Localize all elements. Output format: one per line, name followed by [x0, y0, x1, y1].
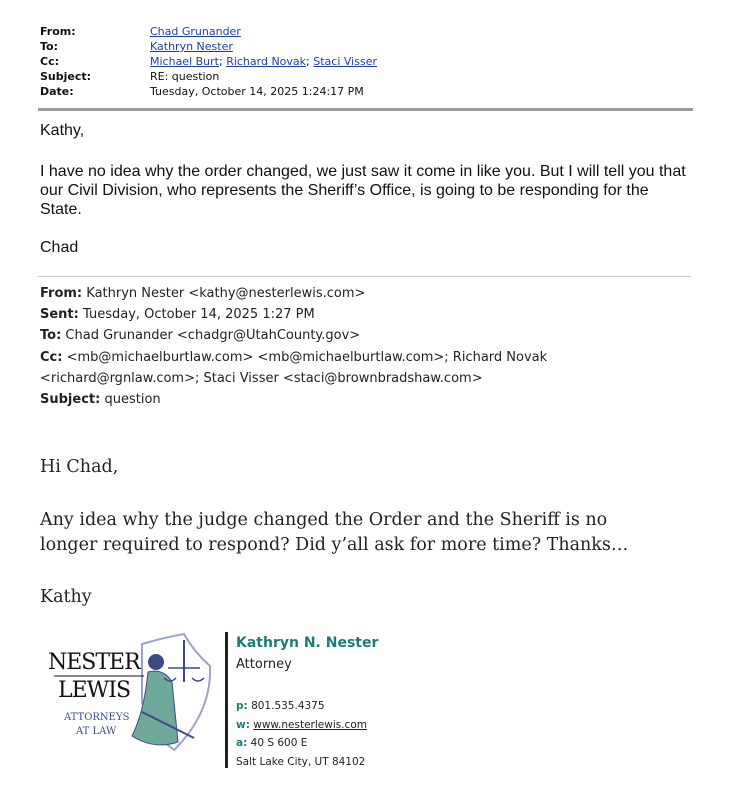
from-label: From:	[40, 25, 76, 38]
address-line2: Salt Lake City, UT 84102	[236, 755, 366, 768]
orig-to: Chad Grunander <chadgr@UtahCounty.gov>	[65, 328, 361, 344]
original-body	[40, 508, 628, 558]
orig-subject: question	[104, 392, 161, 408]
signature-contact	[236, 697, 367, 771]
reply-body	[40, 162, 686, 219]
cc-link[interactable]: Richard Novak	[226, 55, 307, 68]
phone-value: 801.535.4375	[251, 700, 325, 712]
original-line: longer required to respond? Did y’all ask for more time? Thanks…	[40, 535, 629, 555]
email-header: From: Chad Grunander To: Kathryn Nester Cc: Michael Burt; Richard Novak; Staci Visser Subject: RE: question Date: Tuesday, October 14, 2025 1:24:17 PM	[40, 25, 377, 98]
reply-line: I have no idea why the order changed, we just saw it come in like you. But I will tell you that	[40, 163, 686, 180]
phone-label: p:	[236, 700, 248, 712]
orig-from-label: From:	[40, 286, 83, 301]
cc-link[interactable]: Michael Burt	[150, 55, 219, 68]
logo-at-law: AT LAW	[76, 726, 117, 737]
reply-signoff: Chad	[40, 239, 79, 256]
address-label: a:	[236, 737, 248, 749]
nester-lewis-logo	[44, 632, 216, 756]
original-signoff: Kathy	[40, 587, 92, 607]
orig-cc-cont: <richard@rgnlaw.com>; Staci Visser <staci@brownbradshaw.com>	[40, 370, 483, 386]
logo-nester: NESTER	[48, 650, 140, 675]
header-divider	[38, 108, 693, 111]
original-header	[40, 283, 547, 410]
from-link[interactable]: Chad Grunander	[150, 25, 241, 38]
orig-sent: Tuesday, October 14, 2025 1:27 PM	[83, 307, 315, 323]
orig-from: Kathryn Nester <kathy@nesterlewis.com>	[86, 286, 366, 301]
original-line: Any idea why the judge changed the Order and the Sheriff is no	[40, 510, 608, 530]
logo-lewis: LEWIS	[58, 678, 131, 703]
reply-line: State.	[40, 201, 82, 218]
signature-divider	[225, 632, 228, 768]
quote-divider	[38, 276, 691, 277]
address-line1: 40 S 600 E	[250, 737, 308, 749]
orig-cc-label: Cc:	[40, 349, 63, 365]
logo-attorneys: ATTORNEYS	[64, 712, 130, 723]
cc-link[interactable]: Staci Visser	[313, 55, 377, 68]
subject-value: RE: question	[150, 70, 220, 83]
original-greeting: Hi Chad,	[40, 457, 119, 477]
reply-greeting: Kathy,	[40, 122, 85, 139]
to-link[interactable]: Kathryn Nester	[150, 40, 233, 53]
orig-sent-label: Sent:	[40, 307, 79, 323]
web-label: w:	[236, 718, 250, 731]
reply-line: our Civil Division, who represents the Sheriff’s Office, is going to be responding for the	[40, 182, 649, 199]
orig-cc: <mb@michaelburtlaw.com> <mb@michaelburtlaw.com>; Richard Novak	[66, 349, 548, 365]
orig-to-label: To:	[40, 328, 62, 344]
orig-subject-label: Subject:	[40, 392, 101, 408]
date-value: Tuesday, October 14, 2025 1:24:17 PM	[150, 85, 364, 98]
date-label: Date:	[40, 85, 74, 98]
signature-title: Attorney	[236, 657, 292, 672]
to-label: To:	[40, 40, 58, 53]
website-link[interactable]: www.nesterlewis.com	[253, 718, 367, 731]
subject-label: Subject:	[40, 70, 92, 83]
signature-name: Kathryn N. Nester	[236, 635, 379, 651]
cc-label: Cc:	[40, 55, 59, 68]
